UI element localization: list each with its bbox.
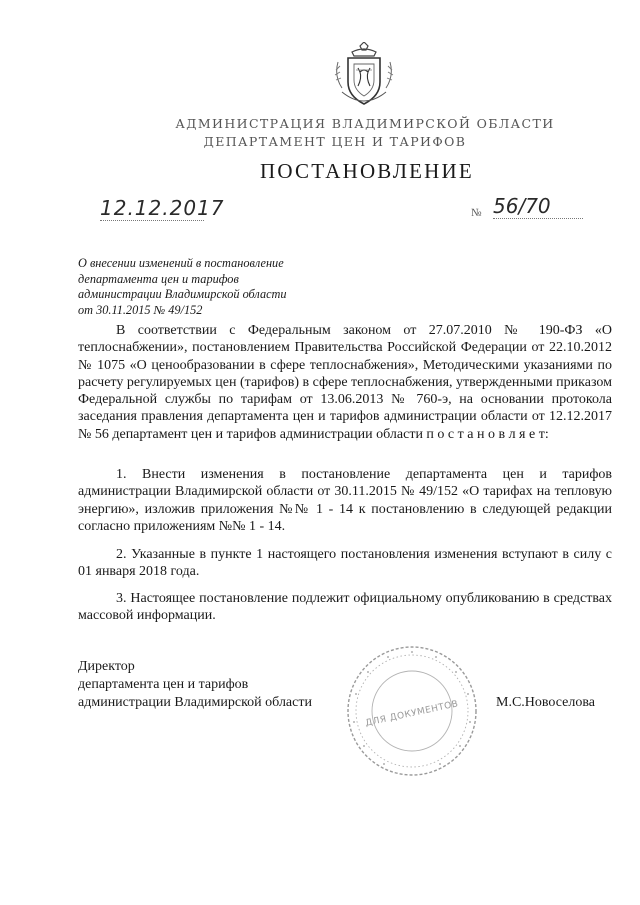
item-1-paragraph: 1. Внести изменения в постановление департамента цен и тарифов администрации Владимирской области от 30.11.2015 № 49/152 «О тарифах на тепловую энергию», изложив приложения №№ 1 - 14 к постановлению в следующей редакции согласно приложениям №№ 1 - 14. [78, 467, 612, 534]
document-title: ПОСТАНОВЛЕНИЕ [260, 159, 474, 183]
org-name: АДМИНИСТРАЦИЯ ВЛАДИМИРСКОЙ ОБЛАСТИ [175, 116, 555, 131]
department-name: ДЕПАРТАМЕНТ ЦЕН И ТАРИФОВ [203, 134, 467, 149]
document-date: 12.12.2017 [100, 196, 225, 220]
stamp-label: ДЛЯ ДОКУМЕНТОВ [364, 699, 460, 729]
position-line: департамента цен и тарифов [78, 677, 249, 692]
number-sign: № [471, 207, 482, 219]
subject-line: от 30.11.2015 № 49/152 [78, 302, 203, 317]
item-3-paragraph: 3. Настоящее постановление подлежит официальному опубликованию в средствах массовой информации. [78, 591, 612, 624]
signatory-position [78, 658, 312, 712]
subject-line: О внесении изменений в постановление [78, 256, 284, 270]
document-subject [78, 256, 287, 318]
subject-line: департамента цен и тарифов [78, 271, 239, 286]
round-seal-icon [344, 644, 480, 778]
preamble-paragraph: В соответствии с Федеральным законом от 27.07.2010 № 190-ФЗ «О теплоснабжении», постановлением Правительства Российской Федерации от 22.10.2012 № 1075 «О ценообразовании в сфере теплоснабжения», Методическими указаниями по расчету регулируемых цен (тарифов) в сфере теплоснабжения, утвержденными приказом Федеральной службы по тарифам от 13.06.2013 № 760-э, на основании протокола заседания правления департамента цен и тарифов администрации области от 12.12.2017 № 56 департамент цен и тарифов администрации области п о с т а н о в л я е т: [78, 323, 612, 442]
position-line: администрации Владимирской области [78, 695, 312, 710]
signatory-name: М.С.Новоселова [496, 695, 595, 710]
coat-of-arms-icon [332, 42, 396, 110]
document-number: 56/70 [493, 194, 583, 219]
item-2-paragraph: 2. Указанные в пункте 1 настоящего постановления изменения вступают в силу с 01 января 2018 года. [78, 547, 612, 580]
subject-line: администрации Владимирской области [78, 287, 287, 301]
position-line: Директор [78, 659, 135, 674]
